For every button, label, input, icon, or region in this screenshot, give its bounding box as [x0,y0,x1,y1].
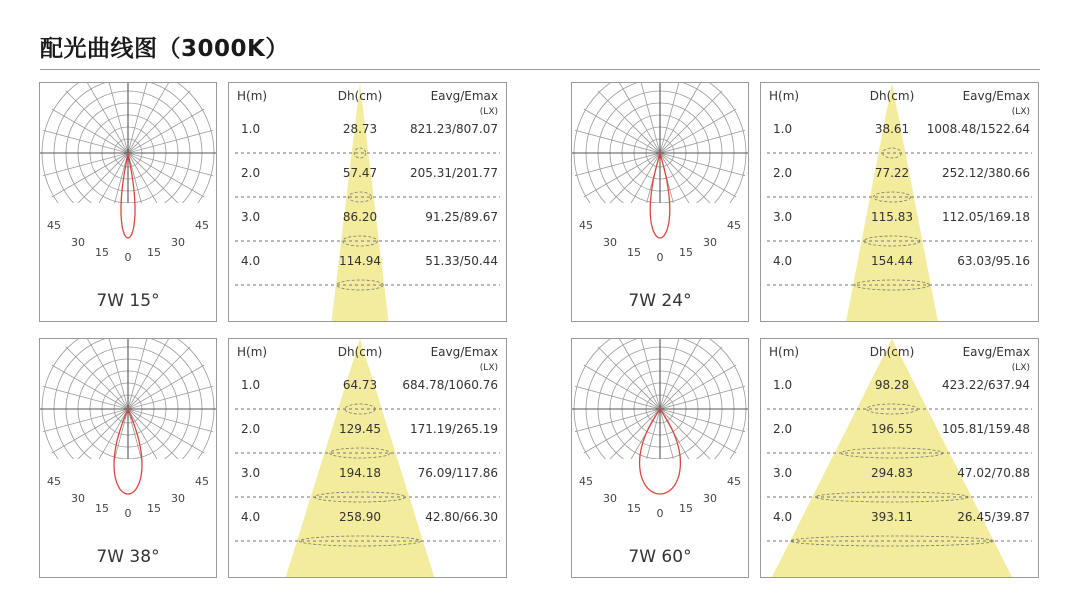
angle-label: 15 [679,246,693,259]
col-header-illuminance: Eavg/Emax [430,89,498,103]
beam-label: 7W 60° [628,547,692,567]
polar-svg [40,83,216,321]
beam-label: 7W 15° [96,291,160,311]
angle-label: 45 [727,475,741,488]
cell-height: 2.0 [241,422,261,436]
cell-diameter: 28.73 [342,122,378,136]
angle-label: 15 [627,246,641,259]
cell-illuminance: 51.33/50.44 [425,254,498,268]
page-title: 配光曲线图（3000K） [40,36,289,62]
angle-label: 15 [147,246,161,259]
cell-height: 2.0 [773,166,793,180]
angle-label: 30 [603,492,617,505]
polar-svg [572,339,748,577]
angle-label: 0 [124,251,132,264]
polar-diagram [39,338,217,578]
col-header-unit: (LX) [1011,363,1030,373]
cell-illuminance: 112.05/169.18 [941,210,1030,224]
cell-diameter: 258.90 [339,510,381,524]
table-svg [229,339,506,577]
cell-diameter: 64.73 [342,378,378,392]
angle-label: 30 [71,492,85,505]
polar-diagram [571,338,749,578]
angle-label: 30 [603,236,617,249]
col-header-diameter: Dh(cm) [869,345,915,359]
cell-height: 4.0 [773,254,793,268]
cell-illuminance: 105.81/159.48 [941,422,1030,436]
angle-label: 30 [703,492,717,505]
cell-diameter: 115.83 [871,210,913,224]
angle-label: 30 [71,236,85,249]
angle-label: 15 [95,246,109,259]
cell-illuminance: 91.25/89.67 [425,210,498,224]
angle-label: 45 [47,475,61,488]
angle-label: 0 [656,251,664,264]
cell-height: 2.0 [241,166,261,180]
cell-illuminance: 171.19/265.19 [409,422,498,436]
cell-height: 1.0 [241,378,261,392]
illuminance-table [760,338,1039,578]
cell-height: 3.0 [773,466,793,480]
cell-diameter: 196.55 [871,422,913,436]
illuminance-table [760,82,1039,322]
angle-label: 15 [147,502,161,515]
col-header-illuminance: Eavg/Emax [962,345,1030,359]
cell-height: 3.0 [241,466,261,480]
polar-grid [40,339,216,497]
beam-label: 7W 38° [96,547,160,567]
cell-illuminance: 42.80/66.30 [425,510,498,524]
angle-label: 15 [679,502,693,515]
cell-height: 2.0 [773,422,793,436]
angle-label: 45 [579,475,593,488]
cell-diameter: 98.28 [874,378,910,392]
cell-illuminance: 26.45/39.87 [957,510,1030,524]
cell-height: 1.0 [241,122,261,136]
cell-diameter: 194.18 [339,466,381,480]
cell-diameter: 393.11 [871,510,913,524]
polar-grid [40,83,216,241]
cell-height: 1.0 [773,122,793,136]
cell-diameter: 294.83 [871,466,913,480]
table-svg [761,83,1038,321]
polar-diagram [571,82,749,322]
cell-illuminance: 76.09/117.86 [417,466,498,480]
cell-height: 3.0 [241,210,261,224]
cell-diameter: 77.22 [874,166,910,180]
angle-label: 30 [171,492,185,505]
col-header-illuminance: Eavg/Emax [430,345,498,359]
col-header-unit: (LX) [479,107,498,117]
polar-grid [572,339,748,497]
cell-height: 3.0 [773,210,793,224]
col-header-height: H(m) [769,345,800,359]
cell-height: 4.0 [241,510,261,524]
illuminance-table [228,338,507,578]
cell-illuminance: 821.23/807.07 [409,122,498,136]
cell-illuminance: 423.22/637.94 [941,378,1030,392]
cell-diameter: 86.20 [342,210,378,224]
col-header-unit: (LX) [479,363,498,373]
angle-label: 45 [195,219,209,232]
angle-label: 0 [656,507,664,520]
cell-illuminance: 63.03/95.16 [957,254,1030,268]
beam-label: 7W 24° [628,291,692,311]
cell-diameter: 57.47 [342,166,378,180]
col-header-height: H(m) [237,345,268,359]
cell-illuminance: 1008.48/1522.64 [926,122,1030,136]
cell-diameter: 154.44 [871,254,913,268]
cell-illuminance: 47.02/70.88 [957,466,1030,480]
angle-label: 30 [171,236,185,249]
cell-illuminance: 252.12/380.66 [941,166,1030,180]
angle-label: 45 [727,219,741,232]
angle-label: 0 [124,507,132,520]
cell-diameter: 114.94 [339,254,381,268]
cell-diameter: 129.45 [339,422,381,436]
polar-diagram [39,82,217,322]
col-header-diameter: Dh(cm) [337,89,383,103]
col-header-height: H(m) [769,89,800,103]
col-header-height: H(m) [237,89,268,103]
cell-diameter: 38.61 [874,122,910,136]
polar-svg [572,83,748,321]
cell-illuminance: 684.78/1060.76 [402,378,498,392]
angle-label: 45 [579,219,593,232]
cell-height: 4.0 [241,254,261,268]
angle-label: 45 [47,219,61,232]
angle-label: 45 [195,475,209,488]
polar-svg [40,339,216,577]
angle-label: 15 [627,502,641,515]
cell-height: 1.0 [773,378,793,392]
angle-label: 30 [703,236,717,249]
col-header-illuminance: Eavg/Emax [962,89,1030,103]
cell-illuminance: 205.31/201.77 [409,166,498,180]
table-svg [229,83,506,321]
cell-height: 4.0 [773,510,793,524]
col-header-diameter: Dh(cm) [869,89,915,103]
col-header-diameter: Dh(cm) [337,345,383,359]
title-divider [40,69,1040,70]
polar-grid [572,83,748,241]
illuminance-table [228,82,507,322]
col-header-unit: (LX) [1011,107,1030,117]
angle-label: 15 [95,502,109,515]
table-svg [761,339,1038,577]
